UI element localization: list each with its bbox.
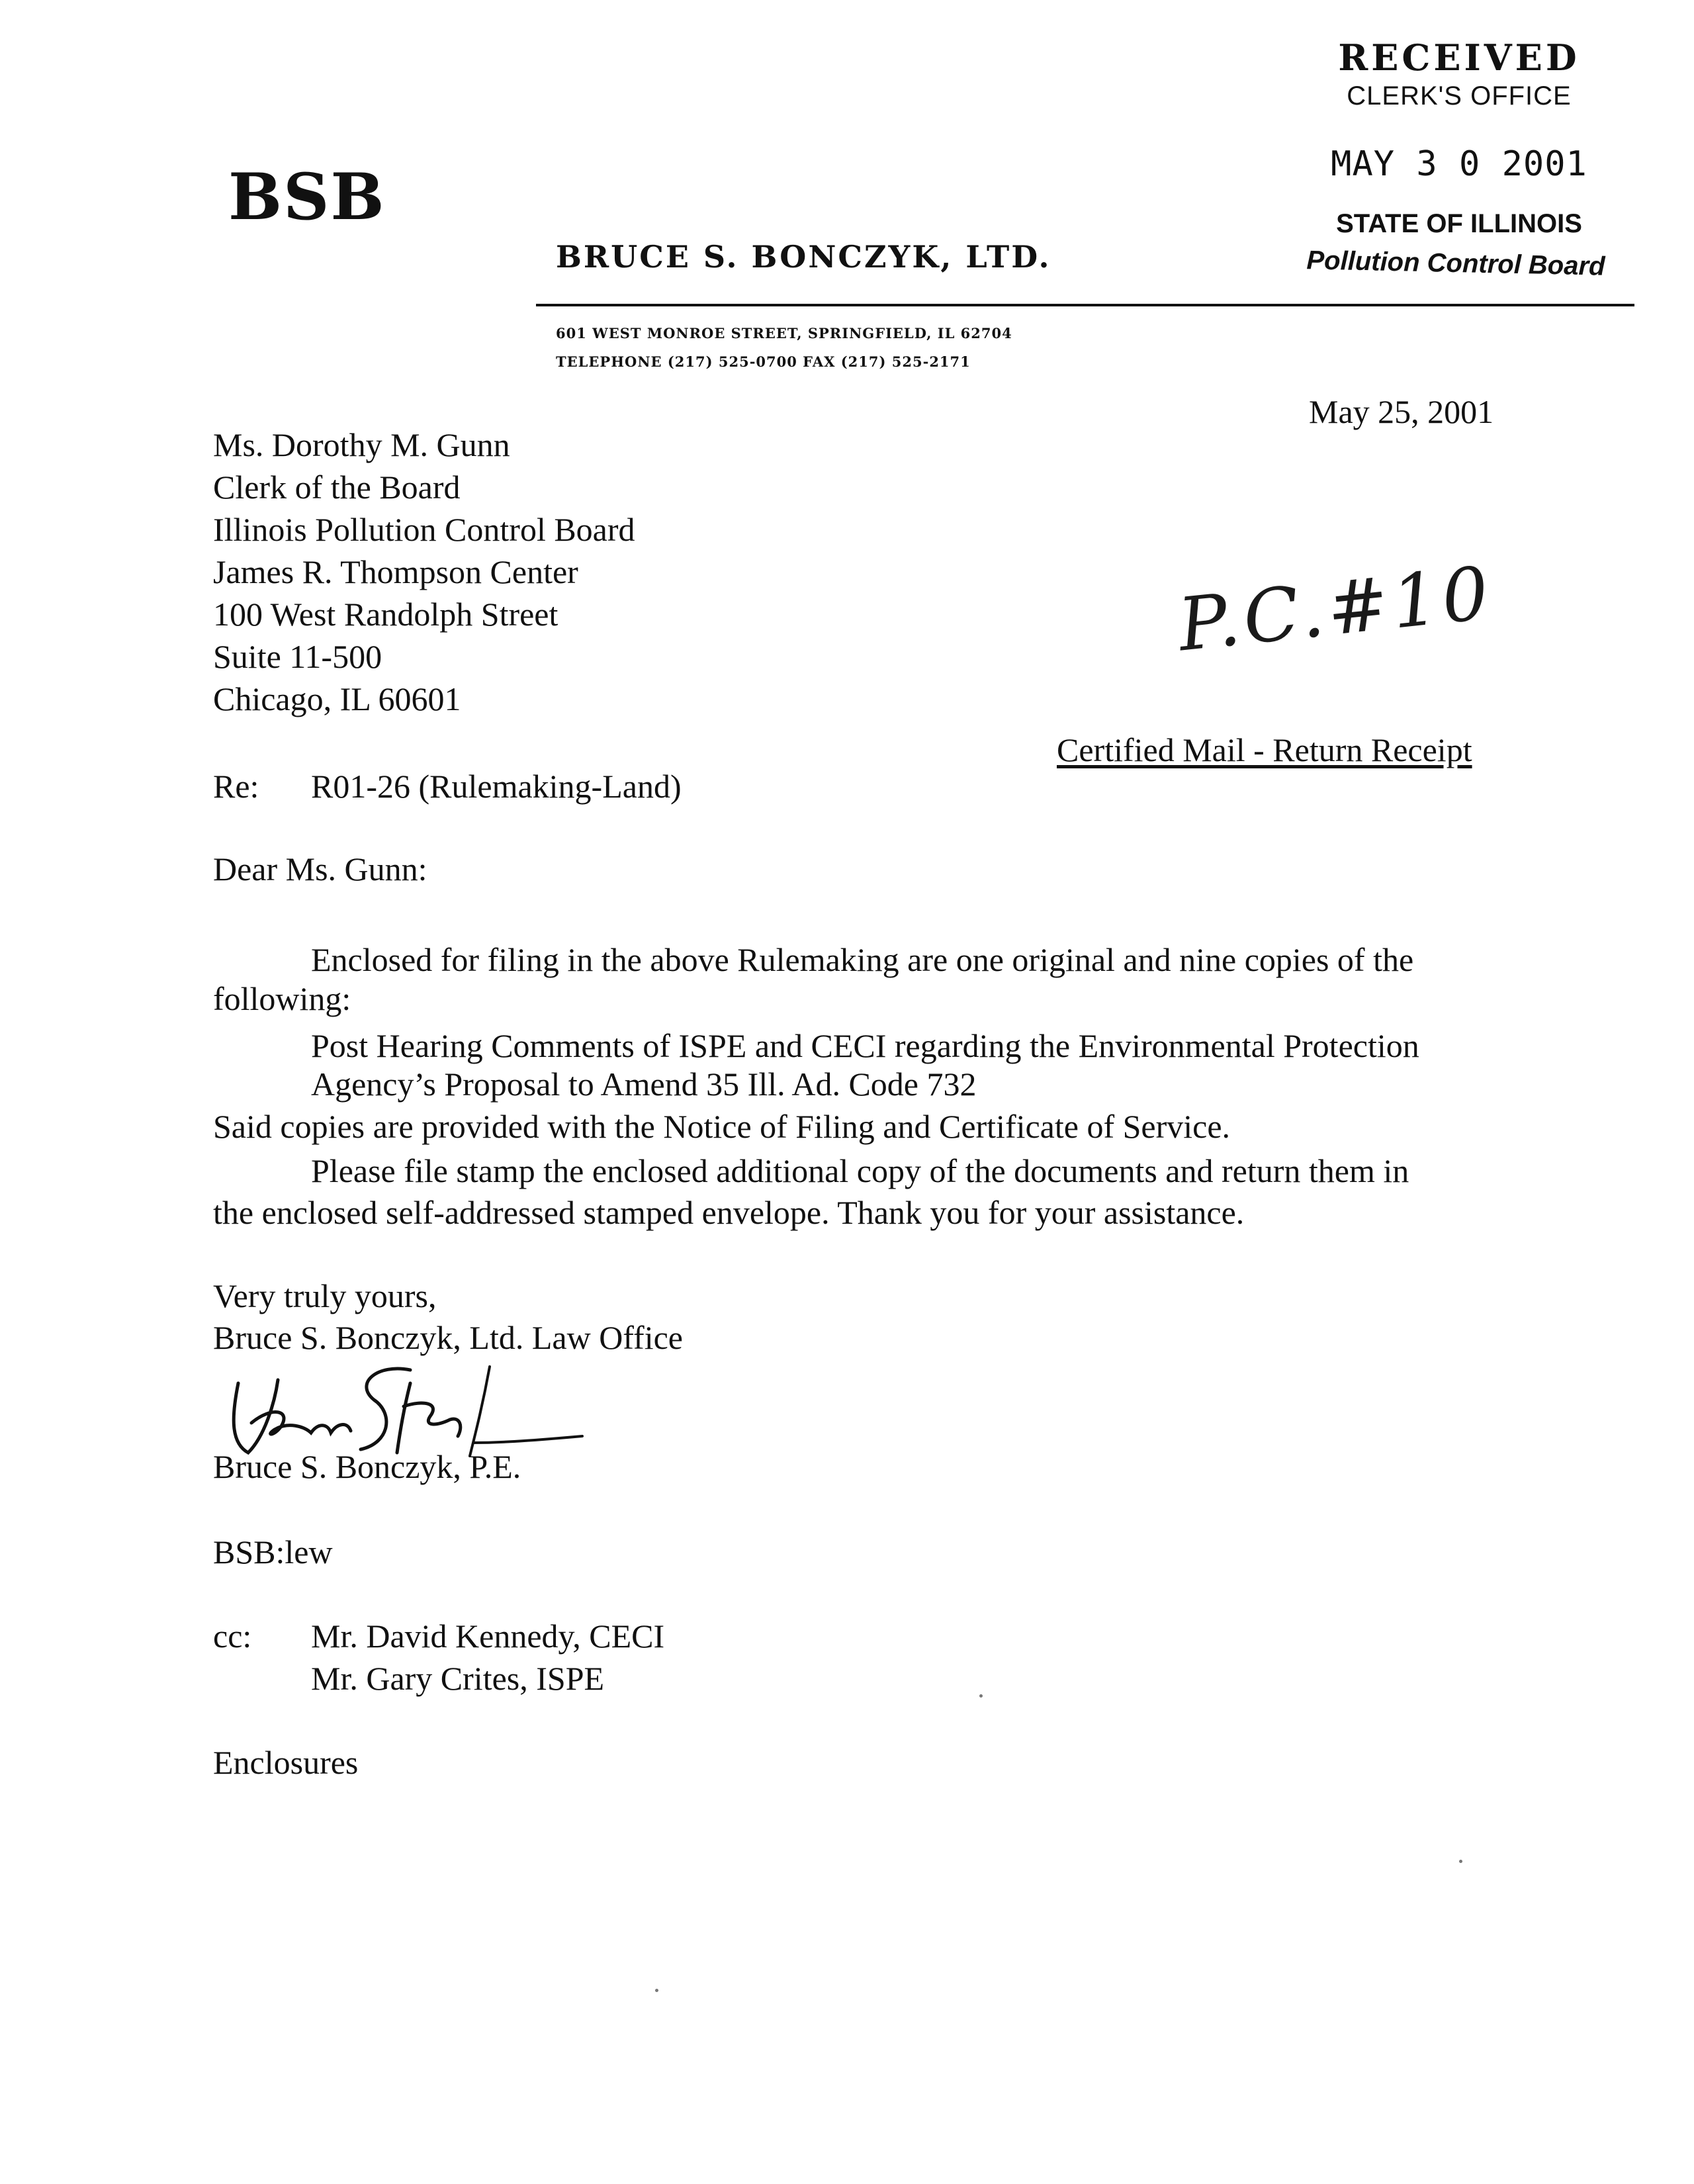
recipient-line: Chicago, IL 60601 <box>213 680 461 717</box>
firm-name: BRUCE S. BONCZYK, LTD. <box>556 239 1051 275</box>
stamp-board: Pollution Control Board <box>1306 246 1605 281</box>
firm-logo: BSB <box>228 159 386 234</box>
enclosure-item-line: Agency’s Proposal to Amend 35 Ill. Ad. Code 732 <box>311 1066 977 1103</box>
body-line: Please file stamp the enclosed additional copy of the documents and return them in <box>311 1152 1409 1189</box>
stamp-date: MAY 3 0 2001 <box>1331 144 1587 184</box>
firm-address: 601 WEST MONROE STREET, SPRINGFIELD, IL 62704 <box>556 325 1012 341</box>
stamp-state: STATE OF ILLINOIS <box>1336 209 1582 238</box>
cc-recipient: Mr. David Kennedy, CECI <box>311 1617 665 1655</box>
stamp-office: CLERK'S OFFICE <box>1347 81 1572 111</box>
scan-speck <box>655 1989 658 1992</box>
body-line: following: <box>213 980 351 1017</box>
scan-speck <box>1459 1860 1462 1863</box>
enclosure-item-line: Post Hearing Comments of ISPE and CECI regarding the Environmental Protection <box>311 1027 1419 1064</box>
typist-initials: BSB:lew <box>213 1533 333 1570</box>
closing: Very truly yours, <box>213 1277 437 1314</box>
signer-name: Bruce S. Bonczyk, P.E. <box>213 1448 521 1485</box>
firm-line: Bruce S. Bonczyk, Ltd. Law Office <box>213 1319 683 1356</box>
re-value: R01-26 (Rulemaking-Land) <box>311 768 682 805</box>
scan-speck <box>979 1694 983 1698</box>
recipient-line: Ms. Dorothy M. Gunn <box>213 426 510 463</box>
body-line: the enclosed self-addressed stamped envelope. Thank you for your assistance. <box>213 1194 1245 1231</box>
body-line: Said copies are provided with the Notice of Filing and Certificate of Service. <box>213 1108 1231 1145</box>
recipient-address <box>213 428 635 725</box>
letter-date: May 25, 2001 <box>1309 393 1494 430</box>
recipient-line: Suite 11-500 <box>213 638 382 675</box>
recipient-line: Clerk of the Board <box>213 469 461 506</box>
recipient-line: James R. Thompson Center <box>213 553 578 590</box>
body-line: Enclosed for filing in the above Rulemaking are one original and nine copies of the <box>311 941 1414 978</box>
stamp-received: RECEIVED <box>1338 36 1580 79</box>
re-label: Re: <box>213 768 259 805</box>
enclosures-note: Enclosures <box>213 1744 359 1781</box>
handwritten-pc-note: P.C.#10 <box>1174 550 1497 668</box>
recipient-line: 100 West Randolph Street <box>213 596 558 633</box>
cc-label: cc: <box>213 1617 252 1655</box>
letterhead-divider <box>536 304 1634 306</box>
firm-phones: TELEPHONE (217) 525-0700 FAX (217) 525-2171 <box>556 353 971 370</box>
recipient-line: Illinois Pollution Control Board <box>213 511 635 548</box>
cc-recipient: Mr. Gary Crites, ISPE <box>311 1660 605 1697</box>
delivery-method: Certified Mail - Return Receipt <box>1057 731 1472 768</box>
salutation: Dear Ms. Gunn: <box>213 850 427 887</box>
